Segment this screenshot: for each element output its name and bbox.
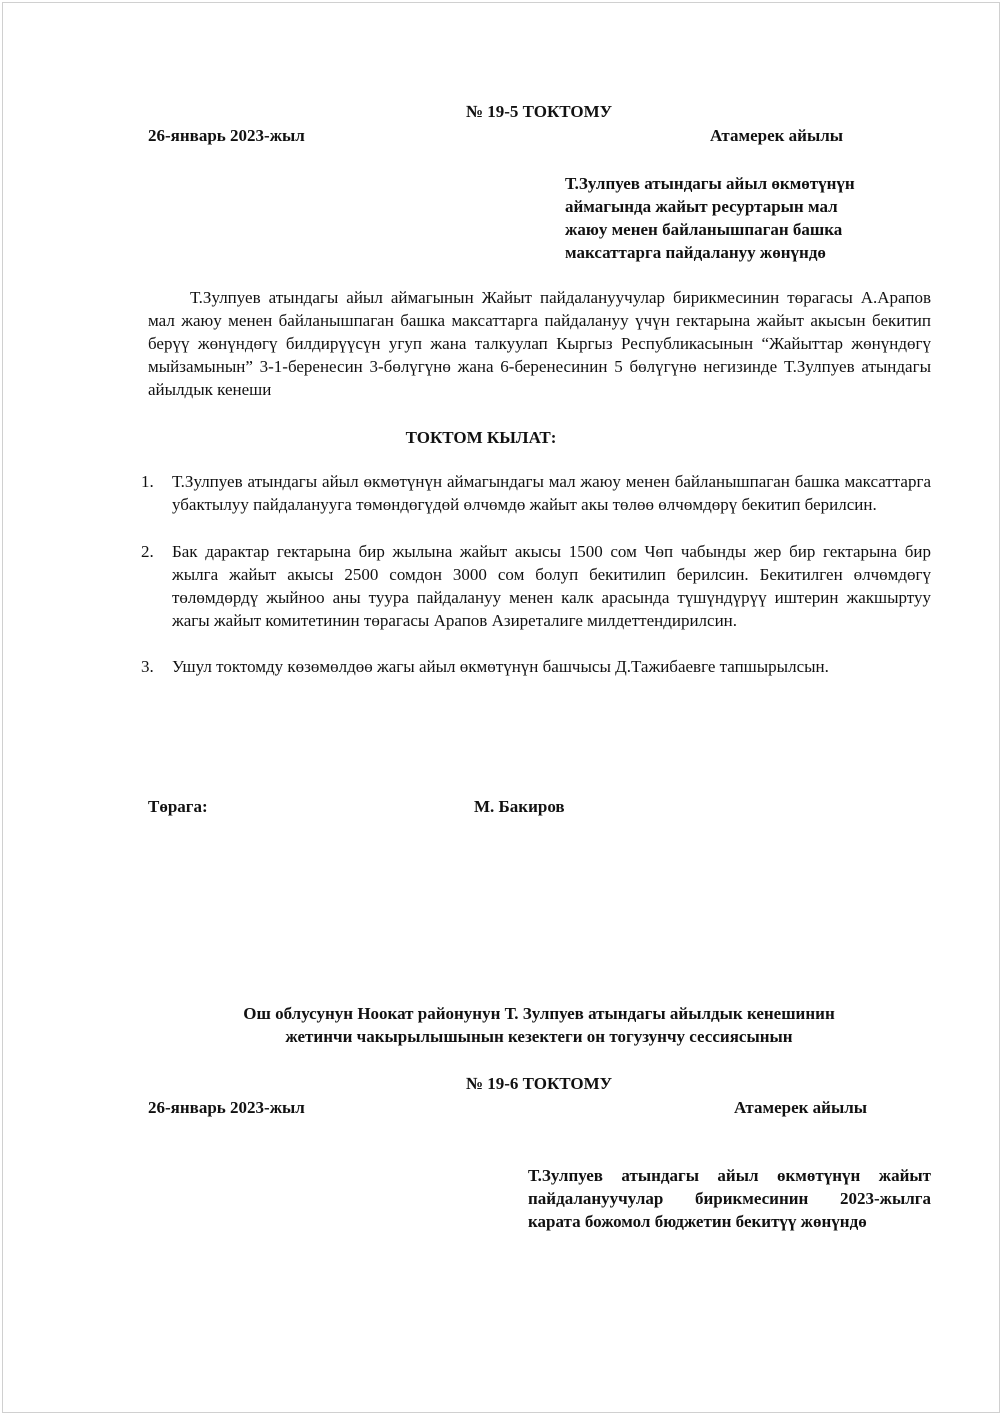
doc1-subject-line: жаюу менен байланышпаган башка [565, 220, 843, 239]
list-item-text: Ушул токтомду көзөмөлдөө жагы айыл өкмөтүнүн башчысы Д.Тажибаевге тапшырылсын. [172, 657, 829, 676]
doc1-date: 26-январь 2023-жыл [148, 126, 305, 145]
list-item-number: 1. [141, 472, 154, 491]
list-item-number: 2. [141, 542, 154, 561]
doc2-header-line2: жетинчи чакырылышынын кезектеги он тогузунчу сессиясынын [285, 1027, 793, 1046]
list-item [141, 540, 931, 632]
doc2-date: 26-январь 2023-жыл [148, 1098, 305, 1117]
doc2-header-line1: Ош облусунун Ноокат районунун Т. Зулпуев атындагы айылдык кенешинин [243, 1004, 835, 1023]
doc1-resolves-heading: ТОКТОМ КЫЛАТ: [405, 428, 557, 447]
list-item-number: 3. [141, 657, 154, 676]
list-item-text: Бак дарактар гектарына бир жылына жайыт акысы 1500 сом Чөп чабынды жер бир гектарына бир жылга жайыт акысы 2500 сомдон 3000 сом болуп бекитилип берилсин. Бекитилген өлчөмдөгү төлөмдөрдү жыйноо аны туура пайдалануу менен калк арасында түшүндүрүү иштерин жакшыртуу жагы жайыт комитетинин төрагасы Арапов Азирeталиге милдеттендирилсин. [172, 542, 931, 630]
list-item-text: Т.Зулпуев атындагы айыл өкмөтүнүн аймагындагы мал жаюу менен байланышпаган башка максаттарга убактылуу пайдаланууга төмөндөгүдөй өлчөмдө жайыт акы төлөө өлчөмдөрү бекитип берилсин. [172, 472, 931, 514]
doc1-signature-role: Төрага: [148, 797, 208, 816]
document-page [2, 2, 1000, 1413]
list-item [141, 470, 931, 516]
doc2-subject: Т.Зулпуев атындагы айыл өкмөтүнүн жайыт пайдалануучулар бирикмесинин 2023-жылга карата божомол бюджетин бекитүү жөнүндө [528, 1166, 931, 1231]
doc1-number-title: № 19-5 ТОКТОМУ [465, 102, 613, 121]
doc2-number-title: № 19-6 ТОКТОМУ [465, 1074, 613, 1093]
doc1-preamble: Т.Зулпуев атындагы айыл аймагынын Жайыт пайдалануучулар бирикмесинин төрагасы А.Арапов мал жаюу менен байланышпаган башка максаттарга пайдалануу үчүн гектарына жайыт акысын бекитип берүү жөнүндөгү билдирүүсүн угуп жана талкуулап Кыргыз Республикасынын “Жайыттар жөнүндөгү мыйзамынын” 3-1-беренесин 3-бөлүгүнө жана 6-беренесинин 5 бөлүгүнө негизинде Т.Зулпуев атындагы айылдык кенеши [148, 288, 931, 399]
doc2-place: Атамерек айылы [734, 1098, 868, 1117]
doc1-subject-line: Т.Зулпуев атындагы айыл өкмөтүнүн [565, 174, 855, 193]
doc1-place: Атамерек айылы [710, 126, 844, 145]
list-item [141, 655, 931, 678]
doc1-signature-name: М. Бакиров [474, 797, 565, 816]
doc1-subject [565, 172, 945, 264]
doc1-subject-line: максаттарга пайдалануу жөнүндө [565, 243, 826, 262]
doc1-subject-line: аймагында жайыт ресуртарын мал [565, 197, 838, 216]
